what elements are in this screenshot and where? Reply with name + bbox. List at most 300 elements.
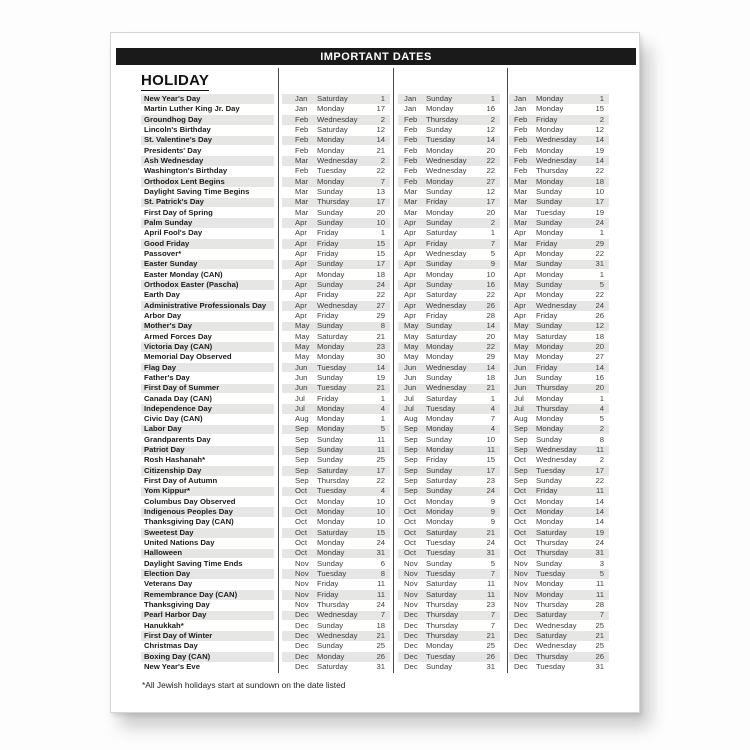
month: Feb <box>295 135 309 145</box>
month: Oct <box>295 538 307 548</box>
holiday-name: Presidents' Day <box>144 146 202 155</box>
day-number: 21 <box>486 527 495 537</box>
month: May <box>514 331 529 341</box>
month: Nov <box>404 579 418 589</box>
month: Mar <box>295 197 309 207</box>
date-col-1 <box>282 415 390 425</box>
date-col-2 <box>398 332 500 342</box>
date-col-3 <box>509 373 609 383</box>
month: Dec <box>404 631 418 641</box>
month: Aug <box>404 414 418 424</box>
date-col-2 <box>398 425 500 435</box>
weekday: Monday <box>536 352 564 362</box>
weekday: Tuesday <box>317 569 347 579</box>
holiday-name: New Year's Eve <box>144 662 200 672</box>
table-row <box>141 125 613 135</box>
holiday-name: Martin Luther King Jr. Day <box>144 104 240 114</box>
holiday-name: Easter Sunday <box>141 260 274 270</box>
column-divider-2 <box>393 68 394 673</box>
month: Nov <box>404 558 418 568</box>
weekday: Thursday <box>536 651 569 661</box>
day-number: 11 <box>487 589 495 599</box>
month: Apr <box>404 238 416 248</box>
month: Apr <box>404 290 416 300</box>
holiday-name: Independence Day <box>141 404 274 414</box>
weekday: Tuesday <box>426 548 456 558</box>
day-number: 3 <box>599 558 604 568</box>
day-number: 22 <box>486 341 495 351</box>
day-number: 22 <box>486 290 495 300</box>
day-number: 7 <box>490 414 495 424</box>
month: Sep <box>404 465 418 475</box>
holiday-name: Thanksgiving Day (CAN) <box>144 517 234 527</box>
day-number: 29 <box>595 238 604 248</box>
month: Apr <box>295 269 307 279</box>
date-col-1 <box>282 291 390 301</box>
weekday: Thursday <box>536 383 569 393</box>
day-number: 14 <box>595 517 604 527</box>
holiday-name: First Day of Spring <box>144 207 213 217</box>
weekday: Saturday <box>536 331 567 341</box>
month: Apr <box>295 279 307 289</box>
weekday: Saturday <box>536 527 567 537</box>
date-col-3 <box>509 218 609 228</box>
month: Sep <box>295 465 309 475</box>
weekday: Thursday <box>317 600 350 610</box>
month: Jul <box>514 393 524 403</box>
day-number: 21 <box>486 631 495 641</box>
month: Mar <box>514 217 528 227</box>
month: Oct <box>514 486 526 496</box>
day-number: 1 <box>599 393 604 403</box>
table-row <box>141 177 613 187</box>
weekday: Tuesday <box>317 166 347 176</box>
day-number: 4 <box>380 403 385 413</box>
day-number: 1 <box>599 269 604 279</box>
date-col-2 <box>398 580 500 590</box>
weekday: Sunday <box>536 279 563 289</box>
date-col-3 <box>509 301 609 311</box>
day-number: 21 <box>376 383 385 393</box>
day-number: 22 <box>486 155 495 165</box>
month: Mar <box>514 197 528 207</box>
day-number: 16 <box>486 104 495 114</box>
date-col-2 <box>398 538 500 548</box>
weekday: Sunday <box>426 486 453 496</box>
table-row <box>141 197 613 207</box>
month: Jan <box>404 104 417 114</box>
day-number: 20 <box>486 331 495 341</box>
weekday: Thursday <box>426 610 459 620</box>
weekday: Sunday <box>536 434 563 444</box>
weekday: Sunday <box>536 217 563 227</box>
month: Nov <box>404 600 418 610</box>
holiday-name: United Nations Day <box>144 538 215 548</box>
day-number: 5 <box>490 558 495 568</box>
weekday: Monday <box>317 341 345 351</box>
month: Oct <box>514 527 526 537</box>
month: May <box>295 331 310 341</box>
day-number: 17 <box>595 197 604 207</box>
month: Jun <box>295 372 308 382</box>
weekday: Thursday <box>317 476 350 486</box>
weekday: Tuesday <box>536 569 566 579</box>
weekday: Monday <box>536 496 564 506</box>
date-col-1 <box>282 249 390 259</box>
weekday: Friday <box>536 362 558 372</box>
table-row <box>141 548 613 558</box>
date-col-3 <box>509 456 609 466</box>
day-number: 25 <box>376 455 385 465</box>
date-col-2 <box>398 260 500 270</box>
holiday-name: Remembrance Day (CAN) <box>141 590 274 600</box>
weekday: Saturday <box>426 331 457 341</box>
month: Oct <box>514 455 526 465</box>
weekday: Wednesday <box>426 300 467 310</box>
date-col-2 <box>398 446 500 456</box>
date-col-3 <box>509 105 609 115</box>
weekday: Tuesday <box>317 486 347 496</box>
date-col-1 <box>282 198 390 208</box>
weekday: Monday <box>536 104 564 114</box>
weekday: Friday <box>426 238 448 248</box>
table-row <box>141 311 613 321</box>
weekday: Monday <box>426 145 454 155</box>
day-number: 18 <box>376 620 385 630</box>
holiday-name: Victoria Day (CAN) <box>141 342 274 352</box>
weekday: Wednesday <box>317 114 358 124</box>
day-number: 11 <box>487 445 495 455</box>
day-number: 16 <box>486 279 495 289</box>
weekday: Saturday <box>317 662 348 672</box>
weekday: Friday <box>536 114 558 124</box>
weekday: Friday <box>426 310 448 320</box>
date-col-2 <box>398 239 500 249</box>
day-number: 23 <box>376 341 385 351</box>
holiday-name: Palm Sunday <box>141 218 274 228</box>
day-number: 7 <box>380 610 385 620</box>
weekday: Thursday <box>426 620 459 630</box>
day-number: 4 <box>490 424 495 434</box>
weekday: Saturday <box>426 589 457 599</box>
month: Jun <box>514 372 527 382</box>
date-col-3 <box>509 125 609 135</box>
date-col-2 <box>398 507 500 517</box>
weekday: Wednesday <box>426 248 467 258</box>
holiday-name: Mother's Day <box>141 322 274 332</box>
month: Apr <box>404 279 416 289</box>
date-col-1 <box>282 384 390 394</box>
weekday: Friday <box>317 238 339 248</box>
weekday: Thursday <box>426 600 459 610</box>
date-col-1 <box>282 600 390 610</box>
table-row <box>141 486 613 496</box>
weekday: Sunday <box>317 445 344 455</box>
day-number: 9 <box>490 517 495 527</box>
month: Dec <box>295 620 309 630</box>
weekday: Wednesday <box>426 155 467 165</box>
holiday-name: New Year's Day <box>141 94 274 104</box>
weekday: Sunday <box>317 558 344 568</box>
day-number: 31 <box>595 548 604 558</box>
table-row <box>141 631 613 641</box>
day-number: 2 <box>490 217 495 227</box>
holiday-name: Memorial Day Observed <box>144 352 232 362</box>
day-number: 19 <box>595 527 604 537</box>
date-col-2 <box>398 136 500 146</box>
month: May <box>514 352 529 362</box>
date-col-2 <box>398 115 500 125</box>
date-col-1 <box>282 466 390 476</box>
column-divider-3 <box>507 68 508 673</box>
day-number: 26 <box>376 651 385 661</box>
date-col-3 <box>509 187 609 197</box>
day-number: 11 <box>377 579 385 589</box>
month: Nov <box>295 579 309 589</box>
day-number: 7 <box>490 569 495 579</box>
month: Oct <box>514 517 526 527</box>
weekday: Monday <box>426 341 454 351</box>
holiday-name: First Day of Winter <box>141 631 274 641</box>
day-number: 7 <box>490 238 495 248</box>
weekday: Sunday <box>536 259 563 269</box>
day-number: 18 <box>376 269 385 279</box>
month: Dec <box>514 651 528 661</box>
weekday: Sunday <box>536 372 563 382</box>
weekday: Monday <box>317 548 345 558</box>
weekday: Monday <box>426 641 454 651</box>
column-divider-1 <box>278 68 279 673</box>
weekday: Tuesday <box>426 403 456 413</box>
month: Apr <box>404 248 416 258</box>
weekday: Monday <box>426 496 454 506</box>
day-number: 7 <box>380 176 385 186</box>
weekday: Saturday <box>426 393 457 403</box>
month: Jul <box>514 403 524 413</box>
table-row <box>141 404 613 414</box>
month: Dec <box>404 662 418 672</box>
month: Jun <box>514 362 527 372</box>
weekday: Friday <box>317 310 339 320</box>
day-number: 1 <box>599 93 604 103</box>
date-col-1 <box>282 631 390 641</box>
table-row <box>141 290 613 300</box>
weekday: Friday <box>317 290 339 300</box>
date-col-2 <box>398 497 500 507</box>
holiday-name: Flag Day <box>141 363 274 373</box>
date-col-3 <box>509 239 609 249</box>
date-col-2 <box>398 621 500 631</box>
weekday: Sunday <box>426 662 453 672</box>
month: Mar <box>295 207 309 217</box>
table-row <box>141 135 613 145</box>
table-row <box>141 517 613 527</box>
date-col-1 <box>282 373 390 383</box>
table-rows <box>141 94 613 672</box>
day-number: 19 <box>595 207 604 217</box>
date-col-2 <box>398 342 500 352</box>
table-row <box>141 228 613 238</box>
day-number: 27 <box>486 176 495 186</box>
date-col-2 <box>398 218 500 228</box>
day-number: 1 <box>490 93 495 103</box>
date-col-3 <box>509 631 609 641</box>
month: Nov <box>514 600 528 610</box>
month: Feb <box>404 176 418 186</box>
weekday: Monday <box>536 93 564 103</box>
holiday-name: Thanksgiving Day <box>144 600 210 610</box>
day-number: 28 <box>595 600 604 610</box>
day-number: 1 <box>380 393 385 403</box>
day-number: 14 <box>595 135 604 145</box>
date-col-1 <box>282 229 390 239</box>
holiday-name: Election Day <box>141 569 274 579</box>
day-number: 12 <box>376 124 385 134</box>
date-col-3 <box>509 167 609 177</box>
month: Apr <box>295 310 307 320</box>
date-col-2 <box>398 466 500 476</box>
day-number: 22 <box>595 248 604 258</box>
weekday: Tuesday <box>536 207 566 217</box>
day-number: 7 <box>490 620 495 630</box>
holiday-name: Rosh Hashanah* <box>144 455 206 465</box>
day-number: 12 <box>486 124 495 134</box>
month: Feb <box>514 135 528 145</box>
weekday: Monday <box>536 341 564 351</box>
holiday-name: Orthodox Easter (Pascha) <box>141 280 274 290</box>
weekday: Sunday <box>426 124 453 134</box>
day-number: 11 <box>596 445 604 455</box>
weekday: Thursday <box>536 538 569 548</box>
day-number: 21 <box>376 145 385 155</box>
date-col-3 <box>509 569 609 579</box>
date-col-1 <box>282 187 390 197</box>
day-number: 28 <box>486 310 495 320</box>
day-number: 1 <box>490 228 495 238</box>
date-col-1 <box>282 590 390 600</box>
month: Dec <box>404 610 418 620</box>
date-col-3 <box>509 662 609 672</box>
month: Dec <box>514 631 528 641</box>
date-col-3 <box>509 435 609 445</box>
weekday: Tuesday <box>536 662 566 672</box>
weekday: Thursday <box>426 114 459 124</box>
weekday: Friday <box>536 486 558 496</box>
date-col-1 <box>282 507 390 517</box>
month: Sep <box>404 486 418 496</box>
weekday: Sunday <box>317 321 344 331</box>
month: Jan <box>295 93 308 103</box>
weekday: Saturday <box>317 465 348 475</box>
weekday: Monday <box>426 445 454 455</box>
month: Dec <box>514 662 528 672</box>
date-col-3 <box>509 115 609 125</box>
date-col-1 <box>282 301 390 311</box>
day-number: 4 <box>490 403 495 413</box>
month: Jan <box>404 93 417 103</box>
weekday: Thursday <box>426 631 459 641</box>
day-number: 5 <box>599 279 604 289</box>
weekday: Saturday <box>426 290 457 300</box>
month: Mar <box>514 186 528 196</box>
date-col-2 <box>398 549 500 559</box>
holiday-table <box>141 94 613 672</box>
holiday-name: Grandparents Day <box>144 435 211 444</box>
month: Mar <box>295 155 309 165</box>
month: Jul <box>404 403 414 413</box>
weekday: Monday <box>536 124 564 134</box>
weekday: Monday <box>536 290 564 300</box>
day-number: 2 <box>490 114 495 124</box>
date-col-3 <box>509 600 609 610</box>
weekday: Tuesday <box>426 651 456 661</box>
date-col-1 <box>282 260 390 270</box>
date-col-2 <box>398 435 500 445</box>
date-col-1 <box>282 208 390 218</box>
day-number: 24 <box>376 538 385 548</box>
weekday: Thursday <box>536 166 569 176</box>
date-col-1 <box>282 105 390 115</box>
day-number: 17 <box>376 465 385 475</box>
date-col-3 <box>509 477 609 487</box>
weekday: Sunday <box>426 186 453 196</box>
holiday-name: Groundhog Day <box>141 115 274 125</box>
weekday: Wednesday <box>317 155 358 165</box>
date-col-2 <box>398 229 500 239</box>
day-number: 22 <box>376 166 385 176</box>
month: Oct <box>295 496 307 506</box>
table-row <box>141 383 613 393</box>
day-number: 24 <box>595 300 604 310</box>
date-col-3 <box>509 280 609 290</box>
day-number: 14 <box>376 135 385 145</box>
date-col-2 <box>398 291 500 301</box>
day-number: 11 <box>377 434 385 444</box>
day-number: 22 <box>595 290 604 300</box>
month: Apr <box>295 259 307 269</box>
day-number: 15 <box>376 238 385 248</box>
month: Jun <box>404 372 417 382</box>
table-row <box>141 476 613 486</box>
weekday: Saturday <box>426 579 457 589</box>
weekday: Monday <box>317 403 345 413</box>
day-number: 22 <box>595 166 604 176</box>
weekday: Monday <box>536 228 564 238</box>
day-number: 10 <box>376 517 385 527</box>
month: Oct <box>514 507 526 517</box>
weekday: Friday <box>317 248 339 258</box>
day-number: 8 <box>599 434 604 444</box>
day-number: 15 <box>486 455 495 465</box>
date-col-1 <box>282 322 390 332</box>
month: May <box>514 321 529 331</box>
table-row <box>141 352 613 362</box>
weekday: Wednesday <box>536 455 577 465</box>
day-number: 19 <box>595 145 604 155</box>
month: Nov <box>404 569 418 579</box>
day-number: 9 <box>490 496 495 506</box>
month: Dec <box>295 631 309 641</box>
month: Apr <box>514 310 526 320</box>
month: Nov <box>295 569 309 579</box>
month: Jun <box>295 362 308 372</box>
date-col-1 <box>282 125 390 135</box>
table-row <box>141 363 613 373</box>
date-col-3 <box>509 507 609 517</box>
day-number: 24 <box>595 538 604 548</box>
date-col-3 <box>509 580 609 590</box>
day-number: 30 <box>376 352 385 362</box>
